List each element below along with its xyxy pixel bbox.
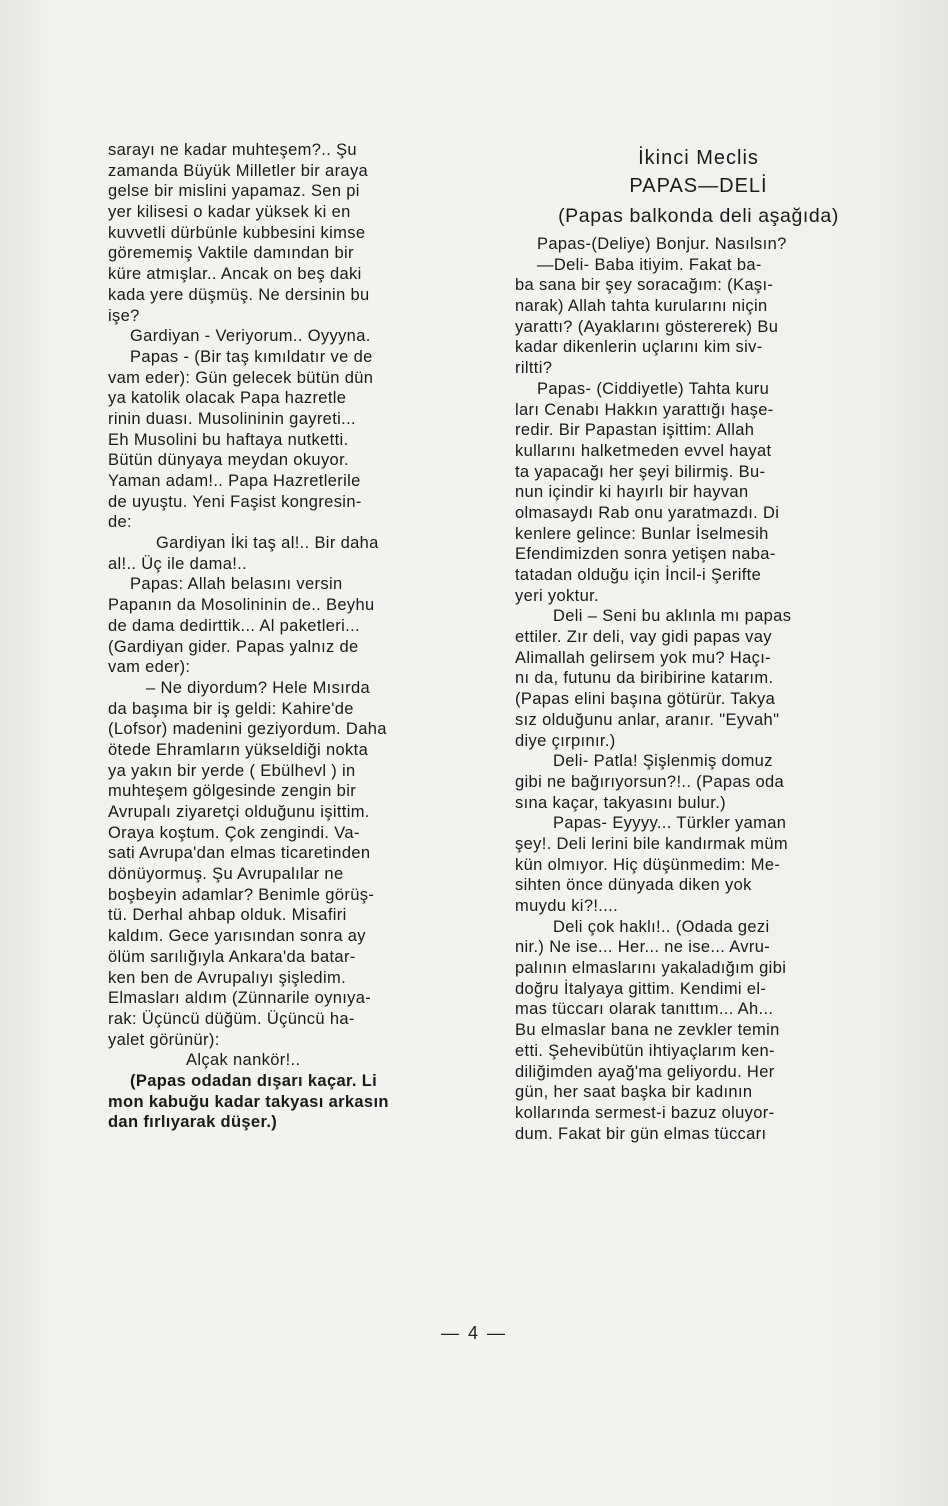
text-line: mon kabuğu kadar takyası arkasın [108,1092,389,1111]
text-line: kaldım. Gece yarısından sonra ay [108,927,366,946]
text-line: Papas- Eyyyy... Türkler yaman [553,814,787,833]
text-line: küre atmışlar.. Ancak on beş daki [108,265,362,284]
text-line: vam eder): [108,658,191,677]
text-line: sati Avrupa'dan elmas ticaretinden [108,844,371,863]
text-line: boşbeyin adamlar? Benimle görüş- [108,885,375,904]
text-line: kenlere gelince: Bunlar İselmesih [515,524,769,543]
text-line: Bütün dünyaya meydan okuyor. [108,451,349,470]
text-line: rinin duası. Musolininin gayreti... [108,409,356,428]
text-line: yarattı? (Ayaklarını göstererek) Bu [515,317,779,336]
text-line: gelse bir mislini yapamaz. Sen pi [108,182,360,201]
text-line: zamanda Büyük Milletler bir araya [108,161,369,180]
stage-direction-heading: (Papas balkonda deli aşağıda) [558,205,839,227]
text-line: kadar dikenlerin uçlarını kim siv- [515,338,763,357]
text-line: Papas- (Ciddiyetle) Tahta kuru [537,379,770,398]
text-line: (Gardiyan gider. Papas yalnız de [108,637,359,656]
text-line: Deli- Patla! Şişlenmiş domuz [553,752,773,771]
text-line: yer kilisesi o kadar yüksek ki en [108,203,351,222]
text-line: şey!. Deli lerini bile kandırmak müm [515,834,789,853]
text-line: de: [108,513,132,532]
text-line: narak) Allah tahta kurularını niçin [515,297,768,316]
text-line: yeri yoktur. [515,586,599,605]
text-line: doğru İtalyaya gittim. Kendimi el- [515,979,767,998]
text-line: (Lofsor) madenini geziyordum. Daha [108,720,387,739]
text-line: de uyuştu. Yeni Faşist kongresin- [108,492,362,511]
text-line: (Papas elini başına götürür. Takya [515,690,776,709]
text-line: Alimallah gelirsem yok mu? Haçı- [515,648,772,667]
text-line: da başıma bir iş geldi: Kahire'de [108,699,354,718]
text-line: ken ben de Avrupalıyı şişledim. [108,968,347,987]
text-line: vam eder): Gün gelecek bütün dün [108,368,374,387]
text-line: ta yapacağı her şeyi bilirmiş. Bu- [515,462,766,481]
text-line: ettiler. Zır deli, vay gidi papas vay [515,628,772,647]
text-line: Papas-(Deliye) Bonjur. Nasılsın? [537,235,787,253]
text-line: sına kaçar, takyasını bulur.) [515,793,727,812]
text-line: Oraya koştum. Çok zengindi. Va- [108,823,360,842]
text-line: Papas - (Bir taş kımıldatır ve de [130,347,373,366]
text-line: dönüyormuş. Şu Avrupalılar ne [108,865,344,884]
text-line: nir.) Ne ise... Her... ne ise... Avru- [515,938,771,957]
text-line: ötede Ehramların yükseldiği nokta [108,740,369,759]
text-line: riltti? [515,359,553,378]
left-column [108,140,470,1133]
text-line: Papas: Allah belasını versin [130,575,343,594]
text-line: dum. Fakat bir gün elmas tüccarı [515,1124,767,1143]
text-line: mas tüccarı olarak tanıttım... Ah... [515,1000,774,1019]
text-line: etti. Şehevibütün ihtiyaçlarım ken- [515,1041,775,1060]
text-line: kada yere düşmüş. Ne dersinin bu [108,285,370,304]
right-column [515,140,882,1144]
text-line: —Deli- Baba itiyim. Fakat ba- [537,255,762,274]
text-line: Eh Musolini bu haftaya nutketti. [108,430,349,449]
text-line: dan fırlıyarak düşer.) [108,1113,278,1132]
text-line: nı da, futunu da biribirine katarım. [515,669,774,688]
text-line: Deli – Seni bu aklınla mı papas [553,607,792,626]
text-line: Elmasları aldım (Zünnarile oynıya- [108,989,372,1008]
text-line: kün olmıyor. Hiç düşünmedim: Me- [515,855,781,874]
text-line: diliğimden ayağ'ma geliyordu. Her [515,1062,775,1081]
text-line: Gardiyan - Veriyorum.. Oyyyna. [130,327,371,346]
text-line: görememiş Vaktile damından bir [108,244,354,263]
text-line: ya katolik olacak Papa hazretle [108,389,347,408]
text-line: gün, her saat başka bir kadının [515,1083,753,1102]
text-line: palının elmaslarını yakaladığım gibi [515,959,787,978]
text-line: Gardiyan İki taş al!.. Bir daha [156,534,379,553]
text-line: ölüm sarılığıyla Ankara'da batar- [108,947,356,966]
text-line: – Ne diyordum? Hele Mısırda [146,678,371,697]
text-line: redir. Bir Papastan işittim: Allah [515,421,755,440]
text-line: Papanın da Mosolininin de.. Beyhu [108,596,375,615]
act-heading: İkinci Meclis [638,147,759,169]
text-line: muydu ki?!.... [515,897,619,915]
text-line: rak: Üçüncü düğüm. Üçüncü ha- [108,1009,355,1028]
text-line: tatadan olduğu için İncil-i Şerifte [515,566,762,584]
text-line: nun içindir ki hayırlı bir hayvan [515,483,749,502]
text-line: ları Cenabı Hakkın yarattığı haşe- [515,400,774,419]
text-line: muhteşem gölgesinde zengin bir [108,782,357,801]
text-line: gibi ne bağırıyorsun?!.. (Papas oda [515,772,785,791]
text-line: olmasaydı Rab onu yaratmazdı. Di [515,503,780,522]
text-line: Deli çok haklı!.. (Odada gezi [553,917,770,936]
page-number: — 4 — [440,1323,507,1343]
text-line: Bu elmaslar bana ne zevkler temin [515,1021,780,1040]
text-line: Yaman adam!.. Papa Hazretlerile [108,472,361,490]
text-line: kuvvetli dürbünle kubbesini kimse [108,223,366,242]
text-line: Avrupalı ziyaretçi olduğunu işittim. [108,803,370,821]
text-line: sarayı ne kadar muhteşem?.. Şu [108,141,357,159]
text-line: kullarını halketmeden evvel hayat [515,441,772,460]
text-line: de dama dedirttik... Al paketleri... [108,616,360,635]
text-line: kollarında sermest-i bazuz oluyor- [515,1103,775,1122]
text-line: ba sana bir şey soracağım: (Kaşı- [515,276,774,295]
text-line: (Papas odadan dışarı kaçar. Li [130,1071,378,1090]
text-line: diye çırpınır.) [515,731,616,750]
scene-heading: PAPAS—DELİ [629,175,768,197]
text-line: sız olduğunu anlar, aranır. "Eyvah" [515,710,780,729]
text-line: Alçak nankör!.. [186,1051,301,1070]
text-line: Efendimizden sonra yetişen naba- [515,545,776,564]
text-line: sihten önce dünyada diken yok [515,876,752,895]
text-line: işe? [108,306,140,325]
text-line: yalet görünür): [108,1030,220,1049]
text-line: tü. Derhal ahbap olduk. Misafiri [108,906,347,925]
text-line: ya yakın bir yerde ( Ebülhevl ) in [108,761,356,780]
text-line: al!.. Üç ile dama!.. [108,554,248,573]
right-column-lines [515,234,882,1144]
